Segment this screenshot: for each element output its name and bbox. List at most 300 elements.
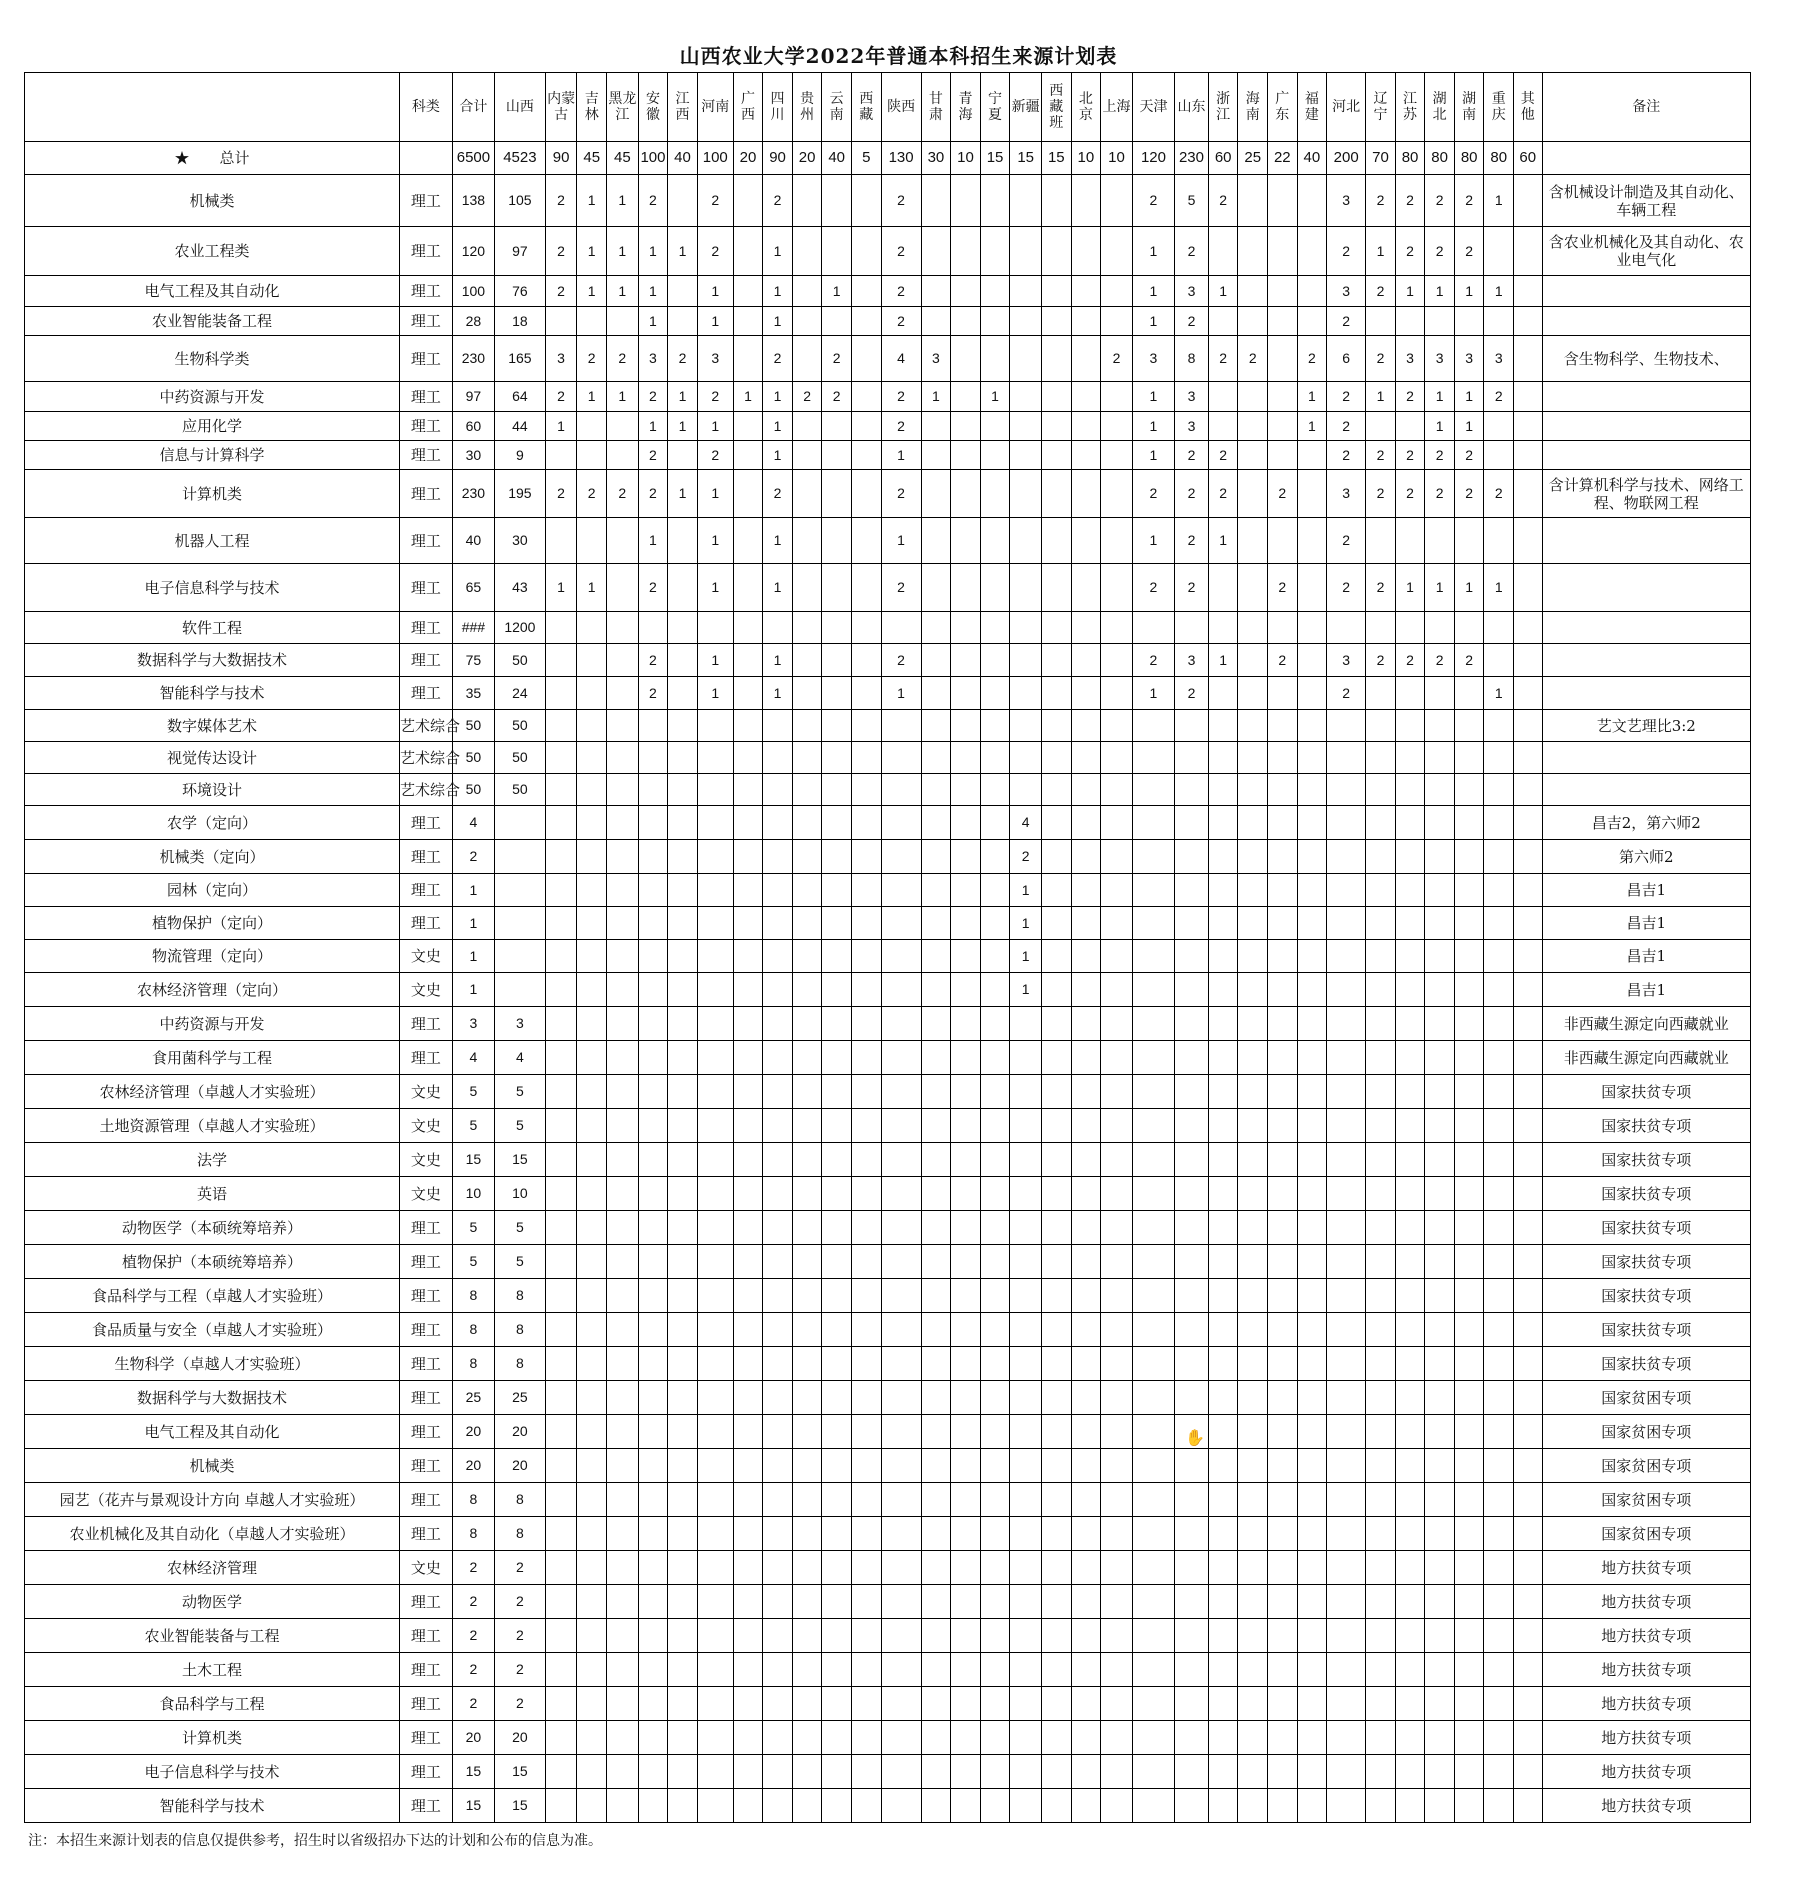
province-value [1484, 1449, 1514, 1483]
note-cell [1542, 307, 1750, 336]
major-name: 农学（定向） [25, 806, 400, 840]
header-province: 江苏 [1395, 73, 1425, 142]
province-value [1208, 1211, 1238, 1245]
province-value: 2 [1327, 412, 1366, 441]
province-value [1366, 874, 1396, 907]
province-value: 1 [1454, 564, 1484, 612]
province-value [1175, 1143, 1209, 1177]
province-value [697, 1143, 733, 1177]
province-value [545, 1109, 577, 1143]
province-value [951, 1347, 981, 1381]
province-value: 2 [697, 441, 733, 470]
province-value [1042, 470, 1072, 518]
province-value [1484, 1755, 1514, 1789]
province-value [577, 774, 607, 806]
province-value: 2 [1366, 644, 1396, 677]
province-value: 1 [1010, 874, 1042, 907]
province-value [921, 1415, 951, 1449]
province-value [1175, 1789, 1209, 1823]
province-value [1101, 276, 1133, 307]
province-value [577, 1755, 607, 1789]
province-value [545, 1483, 577, 1517]
province-value [1268, 1585, 1298, 1619]
province-value [1514, 774, 1543, 806]
province-value [921, 1279, 951, 1313]
province-value: 2 [545, 470, 577, 518]
province-value [1042, 874, 1072, 907]
province-value [606, 564, 638, 612]
province-value [1297, 973, 1327, 1007]
province-value [577, 1381, 607, 1415]
province-value [1175, 973, 1209, 1007]
province-value [577, 441, 607, 470]
province-value [1297, 1653, 1327, 1687]
province-value [951, 1381, 981, 1415]
province-value: 60 [1208, 142, 1238, 175]
province-value: 2 [1425, 441, 1455, 470]
province-value: 2 [1484, 382, 1514, 412]
province-value [1101, 1687, 1133, 1721]
province-value [1327, 774, 1366, 806]
province-value [1042, 1177, 1072, 1211]
province-value [733, 1653, 763, 1687]
major-name: ★ 总计 [25, 142, 400, 175]
province-value: 1 [1132, 441, 1174, 470]
province-value [1175, 1483, 1209, 1517]
province-value [1484, 1075, 1514, 1109]
province-value [697, 1755, 733, 1789]
province-value [1071, 1211, 1101, 1245]
header-province: 其他 [1514, 73, 1543, 142]
province-value [851, 564, 881, 612]
province-value [1327, 874, 1366, 907]
province-value [921, 1585, 951, 1619]
province-value [1327, 806, 1366, 840]
province-value [1327, 973, 1366, 1007]
province-value [1425, 1347, 1455, 1381]
header-province: 河南 [697, 73, 733, 142]
table-row [25, 940, 1751, 973]
province-value: 2 [1175, 470, 1209, 518]
province-value [1454, 1415, 1484, 1449]
province-value [733, 1347, 763, 1381]
province-value [851, 227, 881, 276]
province-value [1268, 1313, 1298, 1347]
province-value [1268, 973, 1298, 1007]
province-value [606, 1755, 638, 1789]
province-value [822, 806, 852, 840]
province-value [1101, 1007, 1133, 1041]
province-value [1425, 1177, 1455, 1211]
province-value [1071, 1381, 1101, 1415]
category-cell: 理工 [399, 175, 452, 227]
province-value [1101, 518, 1133, 564]
category-cell: 理工 [399, 1687, 452, 1721]
province-value [733, 1721, 763, 1755]
province-value [822, 1449, 852, 1483]
table-row [25, 441, 1751, 470]
province-value: 2 [1454, 470, 1484, 518]
province-value [1395, 774, 1425, 806]
province-value [495, 874, 546, 907]
province-value [1327, 1143, 1366, 1177]
province-value [980, 1109, 1010, 1143]
province-value [638, 1075, 668, 1109]
province-value [1071, 441, 1101, 470]
province-value [1101, 907, 1133, 940]
province-value [1238, 1245, 1268, 1279]
province-value [980, 742, 1010, 774]
total-cell: 15 [452, 1789, 494, 1823]
province-value [822, 742, 852, 774]
category-cell: 理工 [399, 441, 452, 470]
province-value: 2 [1327, 677, 1366, 710]
province-value [1514, 175, 1543, 227]
province-value [951, 1449, 981, 1483]
province-value [1425, 677, 1455, 710]
province-value [792, 276, 822, 307]
province-value: 2 [495, 1585, 546, 1619]
province-value [822, 1721, 852, 1755]
total-cell: 1 [452, 973, 494, 1007]
province-value [638, 1143, 668, 1177]
province-value [1514, 1109, 1543, 1143]
province-value [951, 1619, 981, 1653]
province-value [921, 940, 951, 973]
total-cell: 50 [452, 742, 494, 774]
province-value [1010, 1653, 1042, 1687]
province-value [1366, 1585, 1396, 1619]
province-value: 2 [763, 470, 793, 518]
province-value [1268, 307, 1298, 336]
province-value [1175, 1551, 1209, 1585]
province-value [763, 1109, 793, 1143]
province-value [921, 710, 951, 742]
province-value [1010, 441, 1042, 470]
province-value [1484, 307, 1514, 336]
province-value [1071, 1483, 1101, 1517]
province-value [822, 1483, 852, 1517]
province-value [1395, 840, 1425, 874]
province-value [1297, 1041, 1327, 1075]
province-value: 2 [1238, 336, 1268, 382]
province-value [921, 1755, 951, 1789]
major-name: 计算机类 [25, 470, 400, 518]
province-value [1327, 1551, 1366, 1585]
province-value [951, 973, 981, 1007]
province-value [733, 1551, 763, 1585]
major-name: 生物科学（卓越人才实验班） [25, 1347, 400, 1381]
province-value: 1 [1208, 276, 1238, 307]
province-value [1268, 1755, 1298, 1789]
province-value [881, 1721, 921, 1755]
province-value [545, 1143, 577, 1177]
province-value [1454, 1653, 1484, 1687]
province-value [763, 1177, 793, 1211]
province-value [1327, 1619, 1366, 1653]
table-row [25, 1755, 1751, 1789]
province-value [1514, 1347, 1543, 1381]
province-value [1484, 774, 1514, 806]
province-value [1514, 382, 1543, 412]
province-value: 2 [881, 644, 921, 677]
province-value [577, 1075, 607, 1109]
province-value [1175, 612, 1209, 644]
province-value [851, 612, 881, 644]
province-value [951, 276, 981, 307]
province-value [1454, 1313, 1484, 1347]
province-value [668, 644, 698, 677]
province-value: 1 [668, 382, 698, 412]
province-value [697, 1789, 733, 1823]
province-value [545, 1517, 577, 1551]
province-value [1071, 1143, 1101, 1177]
province-value [668, 1177, 698, 1211]
province-value [921, 874, 951, 907]
province-value [577, 1585, 607, 1619]
province-value: 1 [1010, 940, 1042, 973]
province-value [1132, 874, 1174, 907]
total-cell: 75 [452, 644, 494, 677]
note-cell: 含机械设计制造及其自动化、车辆工程 [1542, 175, 1750, 227]
province-value [697, 1585, 733, 1619]
province-value [1071, 1449, 1101, 1483]
province-value [606, 940, 638, 973]
province-value [1010, 1517, 1042, 1551]
province-value [1042, 1279, 1072, 1313]
province-value [1268, 1687, 1298, 1721]
province-value [1132, 806, 1174, 840]
province-value [733, 742, 763, 774]
province-value [1071, 612, 1101, 644]
province-value [1238, 973, 1268, 1007]
note-cell: 地方扶贫专项 [1542, 1721, 1750, 1755]
province-value [1238, 612, 1268, 644]
province-value [1395, 612, 1425, 644]
province-value [1042, 612, 1072, 644]
province-value [1132, 1381, 1174, 1415]
province-value [1132, 1075, 1174, 1109]
province-value [545, 1687, 577, 1721]
province-value [1327, 1755, 1366, 1789]
province-value [1327, 1517, 1366, 1551]
province-value: 8 [495, 1347, 546, 1381]
province-value [1101, 227, 1133, 276]
province-value [1010, 1721, 1042, 1755]
province-value [1101, 1041, 1133, 1075]
province-value [1132, 612, 1174, 644]
header-province: 内蒙古 [545, 73, 577, 142]
province-value [1132, 1177, 1174, 1211]
province-value [1484, 1279, 1514, 1313]
province-value [792, 1483, 822, 1517]
note-cell: 含计算机科学与技术、网络工程、物联网工程 [1542, 470, 1750, 518]
province-value [980, 1449, 1010, 1483]
note-cell: 国家贫困专项 [1542, 1483, 1750, 1517]
province-value [1042, 276, 1072, 307]
province-value [638, 1483, 668, 1517]
province-value: 100 [697, 142, 733, 175]
province-value [1366, 907, 1396, 940]
province-value [1101, 1789, 1133, 1823]
province-value [921, 1551, 951, 1585]
province-value [1366, 1687, 1396, 1721]
province-value [1514, 742, 1543, 774]
province-value [822, 1245, 852, 1279]
province-value [792, 1789, 822, 1823]
province-value [980, 1313, 1010, 1347]
province-value [733, 774, 763, 806]
note-cell [1542, 441, 1750, 470]
province-value [1010, 1449, 1042, 1483]
province-value [1238, 806, 1268, 840]
province-value [1454, 840, 1484, 874]
province-value [668, 1381, 698, 1415]
table-row [25, 1041, 1751, 1075]
province-value [1425, 1585, 1455, 1619]
province-value [1425, 1007, 1455, 1041]
province-value [1175, 1619, 1209, 1653]
header-province: 湖南 [1454, 73, 1484, 142]
province-value [881, 874, 921, 907]
province-value: 1 [881, 677, 921, 710]
province-value [1395, 907, 1425, 940]
province-value [1425, 1789, 1455, 1823]
province-value: 2 [881, 564, 921, 612]
province-value [1010, 1177, 1042, 1211]
province-value [545, 806, 577, 840]
province-value [1010, 1041, 1042, 1075]
province-value [668, 564, 698, 612]
province-value [1484, 1517, 1514, 1551]
province-value [1297, 710, 1327, 742]
note-cell [1542, 742, 1750, 774]
province-value [697, 742, 733, 774]
province-value [1010, 412, 1042, 441]
province-value: 2 [495, 1687, 546, 1721]
province-value [980, 1075, 1010, 1109]
province-value [606, 1177, 638, 1211]
province-value [1042, 1211, 1072, 1245]
province-value [1297, 1619, 1327, 1653]
major-name: 机器人工程 [25, 518, 400, 564]
province-value [1514, 907, 1543, 940]
category-cell: 理工 [399, 1041, 452, 1075]
province-value [1071, 470, 1101, 518]
province-value [606, 907, 638, 940]
note-cell: 国家扶贫专项 [1542, 1347, 1750, 1381]
province-value [1454, 1517, 1484, 1551]
province-value [851, 644, 881, 677]
province-value [980, 1483, 1010, 1517]
province-value: 1 [697, 518, 733, 564]
category-cell: 理工 [399, 1449, 452, 1483]
note-cell [1542, 564, 1750, 612]
province-value [668, 276, 698, 307]
province-value [495, 840, 546, 874]
province-value [545, 1755, 577, 1789]
province-value [697, 1245, 733, 1279]
table-row [25, 227, 1751, 276]
category-cell: 理工 [399, 1483, 452, 1517]
note-cell: 国家扶贫专项 [1542, 1211, 1750, 1245]
province-value [1238, 1789, 1268, 1823]
province-value [951, 382, 981, 412]
province-value [733, 710, 763, 742]
province-value: 1 [1132, 307, 1174, 336]
province-value: 2 [822, 382, 852, 412]
province-value [822, 874, 852, 907]
province-value: 1 [697, 644, 733, 677]
province-value [577, 973, 607, 1007]
province-value [763, 1517, 793, 1551]
province-value: 2 [495, 1653, 546, 1687]
province-value: 2 [545, 382, 577, 412]
province-value: 1 [697, 677, 733, 710]
province-value [733, 307, 763, 336]
province-value [1175, 1381, 1209, 1415]
province-value [545, 1619, 577, 1653]
province-value [1425, 940, 1455, 973]
province-value [545, 1177, 577, 1211]
total-cell: 97 [452, 382, 494, 412]
province-value [1268, 907, 1298, 940]
province-value: 165 [495, 336, 546, 382]
province-value [1042, 1109, 1072, 1143]
province-value [577, 907, 607, 940]
province-value [951, 336, 981, 382]
province-value [1071, 1279, 1101, 1313]
province-value [1268, 1041, 1298, 1075]
note-cell: 地方扶贫专项 [1542, 1755, 1750, 1789]
note-cell [1542, 677, 1750, 710]
province-value [1071, 806, 1101, 840]
major-name: 数字媒体艺术 [25, 710, 400, 742]
province-value [1514, 806, 1543, 840]
province-value [1010, 1415, 1042, 1449]
province-value [733, 1007, 763, 1041]
province-value [1101, 1517, 1133, 1551]
header-province: 山东 [1175, 73, 1209, 142]
province-value: 2 [1208, 175, 1238, 227]
category-cell: 理工 [399, 227, 452, 276]
province-value [792, 940, 822, 973]
province-value [1454, 612, 1484, 644]
province-value [638, 1313, 668, 1347]
province-value [1395, 1109, 1425, 1143]
province-value [851, 307, 881, 336]
major-name: 法学 [25, 1143, 400, 1177]
province-value [545, 940, 577, 973]
province-value [1010, 612, 1042, 644]
province-value [1268, 1653, 1298, 1687]
total-cell: 20 [452, 1415, 494, 1449]
table-row [25, 175, 1751, 227]
province-value [980, 1381, 1010, 1415]
province-value [1366, 612, 1396, 644]
province-value [921, 1789, 951, 1823]
province-value [545, 1007, 577, 1041]
province-value [733, 1041, 763, 1075]
province-value [1101, 1109, 1133, 1143]
province-value [980, 874, 1010, 907]
category-cell: 文史 [399, 1551, 452, 1585]
province-value [980, 1041, 1010, 1075]
note-cell: 地方扶贫专项 [1542, 1687, 1750, 1721]
province-value [1297, 1415, 1327, 1449]
category-cell: 理工 [399, 1721, 452, 1755]
province-value [1514, 1653, 1543, 1687]
